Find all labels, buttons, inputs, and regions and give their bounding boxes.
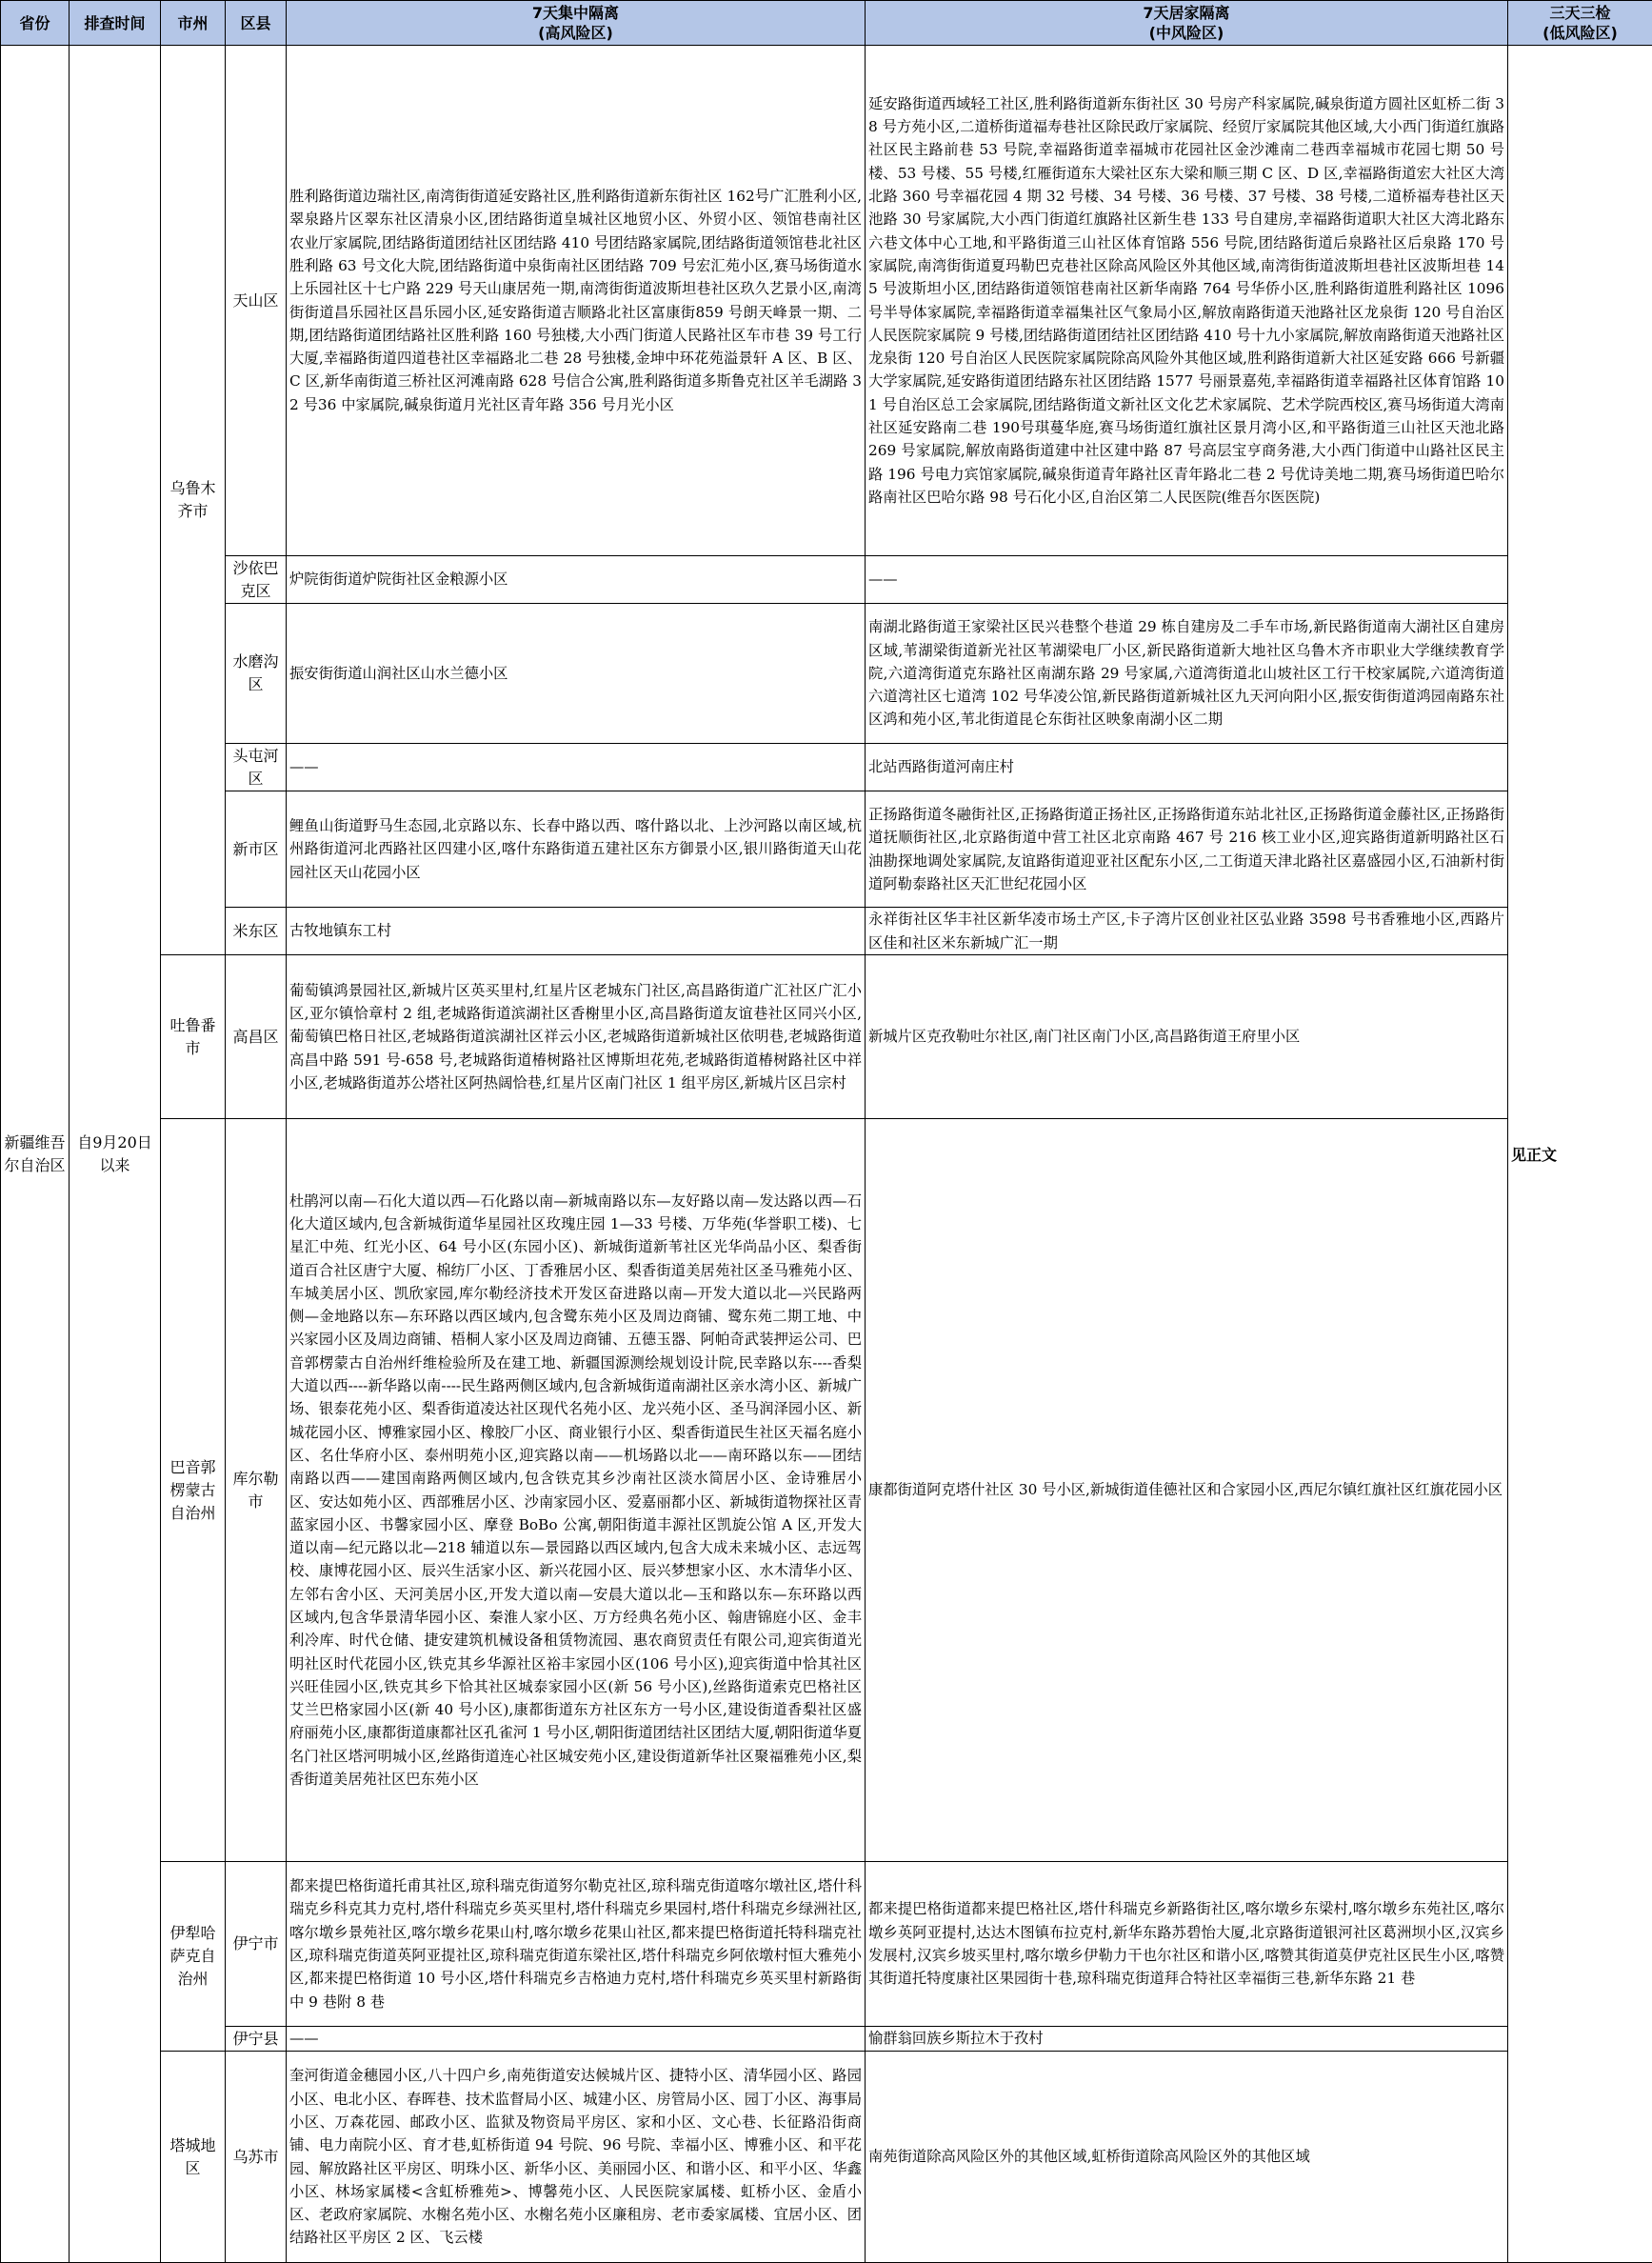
- header-high-risk-line2: (高风险区): [289, 23, 863, 43]
- header-province: 省份: [1, 1, 70, 46]
- district-cell: 沙依巴克区: [226, 556, 287, 604]
- table-row: [1, 604, 1652, 744]
- mid-risk-cell: 延安路街道西域轻工社区,胜利路街道新东街社区 30 号房产科家属院,碱泉街道方圆社区虹桥二街 38 号方苑小区,二道桥街道福寿巷社区除民政厅家属院、经贸厅家属院其他区域,大小西门街道红旗路社区民主路前巷 53 号院,幸福路街道幸福城市花园社区金沙滩南二巷西幸福城市花园七期 50 号楼、53 号楼、55 号楼,红雁街道东大梁社区东大梁和顺三期 C 区、D 区,幸福路街道宏大社区大湾北路 360 号幸福花园 4 期 32 号楼、34 号楼、36 号楼、37 号楼、38 号楼,二道桥福寿巷社区天池路 30 号家属院,大小西门街道红旗路社区新生巷 133 号自建房,幸福路街道职大社区大湾北路东六巷文体中心工地,和平路街道三山社区体育馆路 556 号院,团结路街道后泉路社区后泉路 170 号家属院,南湾街街道夏玛勒巴克巷社区除高风险区外其他区域,南湾街街道波斯坦巷社区波斯坦巷 145 号波斯坦小区,团结路街道领馆巷南社区新华南路 764 号华侨小区,胜利路街道胜利路社区 1096 号半导体家属院,幸福路街道幸福集社区气象局小区,解放南路街道天池路社区龙泉街 120 号自治区人民医院家属院 9 号楼,团结路街道团结社区团结路 410 号十九小家属院,解放南路街道天池路社区龙泉街 120 号自治区人民医院家属院除高风险外其他区域,胜利路街道新大社区延安路 666 号新疆大学家属院,延安路街道团结路东社区团结路 1577 号丽景嘉苑,幸福路街道幸福路社区体育馆路 101 号自治区总工会家属院,团结路街道文新社区文化艺术家属院、艺术学院西校区,赛马场街道大湾南社区延安路南二巷 190号琪蔓华庭,赛马场街道红旗社区景月湾小区,和平路街道三山社区天池北路 269 号家属院,解放南路街道建中社区建中路 87 号高层宝亨商务港,大小西门街道中山路社区民主路 196 号电力宾馆家属院,碱泉街道青年路社区青年路北二巷 2 号优诗美地二期,赛马场街道巴哈尔路南社区巴哈尔路 98 号石化小区,自治区第二人民医院(维吾尔医医院): [866, 46, 1508, 556]
- district-cell: 伊宁县: [226, 2027, 287, 2052]
- high-risk-cell: 炉院街街道炉院街社区金粮源小区: [287, 556, 866, 604]
- header-time: 排查时间: [70, 1, 161, 46]
- district-cell: 米东区: [226, 908, 287, 955]
- table-row: [1, 1119, 1652, 1862]
- mid-risk-cell: 正扬路街道冬融街社区,正扬路街道正扬社区,正扬路街道东站北社区,正扬路街道金藤社区,正扬路街道抚顺街社区,北京路街道中营工社区北京南路 467 号 216 核工业小区,迎宾路街道新明路社区石油勘探地调处家属院,友谊路街道迎亚社区配东小区,二工街道天津北路社区嘉盛园小区,石油新村街道阿勒泰路社区天汇世纪花园小区: [866, 791, 1508, 908]
- mid-risk-cell: 愉群翁回族乡斯拉木于孜村: [866, 2027, 1508, 2052]
- mid-risk-cell: 永祥街社区华丰社区新华凌市场土产区,卡子湾片区创业社区弘业路 3598 号书香雅地小区,西路片区佳和社区米东新城广汇一期: [866, 908, 1508, 955]
- city-cell: 吐鲁番市: [161, 955, 226, 1119]
- district-cell: 天山区: [226, 46, 287, 556]
- district-cell: 头屯河区: [226, 744, 287, 791]
- header-mid-risk-line1: 7天居家隔离: [867, 3, 1505, 23]
- header-district: 区县: [226, 1, 287, 46]
- mid-risk-cell: 康都街道阿克塔什社区 30 号小区,新城街道佳德社区和合家园小区,西尼尔镇红旗社区红旗花园小区: [866, 1119, 1508, 1862]
- time-cell: 自9月20日以来: [70, 46, 161, 2263]
- header-mid-risk: [866, 1, 1508, 46]
- high-risk-cell: 振安街街道山润社区山水兰德小区: [287, 604, 866, 744]
- mid-risk-cell: 新城片区克孜勒吐尔社区,南门社区南门小区,高昌路街道王府里小区: [866, 955, 1508, 1119]
- district-cell: 伊宁市: [226, 1862, 287, 2027]
- table-row: [1, 908, 1652, 955]
- city-cell: 塔城地区: [161, 2052, 226, 2263]
- header-high-risk: [287, 1, 866, 46]
- table-row: [1, 556, 1652, 604]
- table-row: [1, 955, 1652, 1119]
- low-risk-cell: 见正文: [1508, 46, 1652, 2263]
- district-cell: 库尔勒市: [226, 1119, 287, 1862]
- table-row: [1, 2027, 1652, 2052]
- high-risk-cell: 杜鹃河以南—石化大道以西—石化路以南—新城南路以东—友好路以南—发达路以西—石化大道区域内,包含新城街道华星园社区玫瑰庄园 1—33 号楼、万华苑(华誉职工楼)、七星汇中苑、红光小区、64 号小区(东园小区)、新城街道新苇社区光华尚品小区、梨香街道百合社区唐宁大厦、棉纺厂小区、丁香雅居小区、梨香街道美居苑社区圣马雅苑小区、车城美居小区、凯欣家园,库尔勒经济技术开发区奋进路以南—开发大道以北—兴民路两侧—金地路以东—东环路以西区域内,包含鹭东苑小区及周边商铺、鹭东苑二期工地、中兴家园小区及周边商铺、梧桐人家小区及周边商铺、五德玉器、阿帕奇武装押运公司、巴音郭楞蒙古自治州纤维检验所及在建工地、新疆国源测绘规划设计院,民幸路以东----香梨大道以西----新华路以南----民生路两侧区域内,包含新城街道南湖社区亲水湾小区、新城广场、银泰花苑小区、梨香街道凌达社区现代名苑小区、龙兴苑小区、圣马润泽园小区、新城花园小区、博雅家园小区、橡胶厂小区、商业银行小区、梨香街道民生社区天福名庭小区、名仕华府小区、泰州明苑小区,迎宾路以南——机场路以北——南环路以东——团结南路以西——建国南路两侧区域内,包含铁克其乡沙南社区淡水简居小区、金诗雅居小区、安达如苑小区、西部雅居小区、沙南家园小区、爱嘉丽都小区、新城街道物探社区青蓝家园小区、书馨家园小区、摩登 BoBo 公寓,朝阳街道丰源社区凯旋公馆 A 区,开发大道以南—纪元路以北—218 辅道以东—景园路以西区域内,包含大成未来城小区、志远驾校、康博花园小区、辰兴生活家小区、新兴花园小区、辰兴梦想家小区、水木清华小区、左邻右舍小区、天河美居小区,开发大道以南—安晨大道以北—玉和路以东—东环路以西区域内,包含华景清华园小区、秦淮人家小区、万方经典名苑小区、翰唐锦庭小区、金丰利冷库、时代仓储、捷安建筑机械设备租赁物流园、惠农商贸责任有限公司,迎宾街道光明社区时代花园小区,铁克其乡华源社区裕丰家园小区(106 号小区),迎宾街道中恰其社区兴旺佳园小区,铁克其乡下恰其社区城泰家园小区(新 56 号小区),丝路街道索克巴格社区艾兰巴格家园小区(新 40 号小区),康都街道东方社区东方一号小区,建设街道香梨社区盛府丽苑小区,康都街道康都社区孔雀河 1 号小区,朝阳街道团结社区团结大厦,朝阳街道华夏名门社区塔河明城小区,丝路街道连心社区城安苑小区,建设街道新华社区聚福雅苑小区,梨香街道美居苑社区巴东苑小区: [287, 1119, 866, 1862]
- high-risk-cell: ——: [287, 2027, 866, 2052]
- high-risk-cell: 奎河街道金穗园小区,八十四户乡,南苑街道安达候城片区、捷特小区、清华园小区、路园小区、电北小区、春晖巷、技术监督局小区、城建小区、房管局小区、园丁小区、海事局小区、万森花园、邮政小区、监狱及物资局平房区、家和小区、文心巷、长征路沿街商铺、电力南院小区、育才巷,虹桥街道 94 号院、96 号院、幸福小区、博雅小区、和平花园、解放路社区平房区、明珠小区、新华小区、美丽园小区、和谐小区、和平小区、华鑫小区、林场家属楼<含虹桥雅苑>、博馨苑小区、人民医院家属楼、虹桥小区、金盾小区、老政府家属院、水榭名苑小区、水榭名苑小区廉租房、老市委家属楼、宜居小区、团结路社区平房区 2 区、飞云楼: [287, 2052, 866, 2263]
- province-cell: 新疆维吾尔自治区: [1, 46, 70, 2263]
- mid-risk-cell: 南苑街道除高风险区外的其他区域,虹桥街道除高风险区外的其他区域: [866, 2052, 1508, 2263]
- header-low-risk-line2: (低风险区): [1510, 23, 1650, 43]
- high-risk-cell: 鲤鱼山街道野马生态园,北京路以东、长春中路以西、喀什路以北、上沙河路以南区域,杭州路街道河北西路社区四建小区,喀什东路街道五建社区东方御景小区,银川路街道天山花园社区天山花园小区: [287, 791, 866, 908]
- header-city: 市州: [161, 1, 226, 46]
- mid-risk-cell: ——: [866, 556, 1508, 604]
- city-cell: 乌鲁木齐市: [161, 46, 226, 955]
- high-risk-cell: 葡萄镇鸿景园社区,新城片区英买里村,红星片区老城东门社区,高昌路街道广汇社区广汇小区,亚尔镇恰章村 2 组,老城路街道滨湖社区香榭里小区,高昌路街道友谊巷社区同兴小区,葡萄镇巴格日社区,老城路街道滨湖社区祥云小区,老城路街道新城社区依明巷,老城路街道高昌中路 591 号-658 号,老城路街道椿树路社区博斯坦花苑,老城路街道椿树路社区中祥小区,老城路街道苏公塔社区阿热阔恰巷,红星片区南门社区 1 组平房区,新城片区吕宗村: [287, 955, 866, 1119]
- table-row: [1, 1862, 1652, 2027]
- table-row: [1, 791, 1652, 908]
- header-mid-risk-line2: (中风险区): [867, 23, 1505, 43]
- header-row: [1, 1, 1652, 46]
- mid-risk-cell: 北站西路街道河南庄村: [866, 744, 1508, 791]
- header-high-risk-line1: 7天集中隔离: [289, 3, 863, 23]
- mid-risk-cell: 南湖北路街道王家梁社区民兴巷整个巷道 29 栋自建房及二手车市场,新民路街道南大湖社区自建房区域,苇湖梁街道新光社区苇湖梁电厂小区,新民路街道新大地社区乌鲁木齐市职业大学继续教育学院,六道湾街道克东路社区南湖东路 29 号家属,六道湾街道北山坡社区工行干校家属院,六道湾街道六道湾社区七道湾 102 号华凌公馆,新民路街道新城社区九天河向阳小区,振安街街道鸿园南路东社区鸿和苑小区,苇北街道昆仑东街社区映象南湖小区二期: [866, 604, 1508, 744]
- district-cell: 乌苏市: [226, 2052, 287, 2263]
- header-low-risk-line1: 三天三检: [1510, 3, 1650, 23]
- header-low-risk: [1508, 1, 1652, 46]
- high-risk-cell: 胜利路街道边瑞社区,南湾街街道延安路社区,胜利路街道新东街社区 162号广汇胜利小区,翠泉路片区翠东社区清泉小区,团结路街道皇城社区地贸小区、外贸小区、领馆巷南社区农业厅家属院,团结路街道团结社区团结路 410 号团结路家属院,团结路街道领馆巷北社区胜利路 63 号文化大院,团结路街道中泉街南社区团结路 709 号宏汇苑小区,赛马场街道水上乐园社区十七户路 229 号天山康居苑一期,南湾街街道波斯坦巷社区玖久艺景小区,南湾街街道昌乐园社区昌乐园小区,延安路街道吉顺路北社区富康街859 号朗天峰景一期、二期,团结路街道团结路社区胜利路 160 号独楼,大小西门街道人民路社区车市巷 39 号工行大厦,幸福路街道四道巷社区幸福路北二巷 28 号独楼,金坤中环花苑溢景轩 A 区、B 区、C 区,新华南街道三桥社区河滩南路 628 号信合公寓,胜利路街道多斯鲁克社区羊毛湖路 32 号36 中家属院,碱泉街道月光社区青年路 356 号月光小区: [287, 46, 866, 556]
- city-cell: 伊犁哈萨克自治州: [161, 1862, 226, 2052]
- city-cell: 巴音郭楞蒙古自治州: [161, 1119, 226, 1862]
- district-cell: 新市区: [226, 791, 287, 908]
- mid-risk-cell: 都来提巴格街道都来提巴格社区,塔什科瑞克乡新路街社区,喀尔墩乡东梁村,喀尔墩乡东苑社区,喀尔墩乡英阿亚提村,达达木图镇布拉克村,新华东路苏碧怡大厦,北京路街道银河社区葛洲坝小区,汉宾乡发展村,汉宾乡坡买里村,喀尔墩乡伊勒力干也尔社区和谐小区,喀赞其街道莫伊克社区民生小区,喀赞其街道托特度康社区果园街十巷,琼科瑞克街道拜合特社区幸福街三巷,新华东路 21 巷: [866, 1862, 1508, 2027]
- table-row: [1, 46, 1652, 556]
- table-row: [1, 744, 1652, 791]
- district-cell: 水磨沟区: [226, 604, 287, 744]
- district-cell: 高昌区: [226, 955, 287, 1119]
- table-row: [1, 2052, 1652, 2263]
- high-risk-cell: 古牧地镇东工村: [287, 908, 866, 955]
- high-risk-cell: ——: [287, 744, 866, 791]
- high-risk-cell: 都来提巴格街道托甫其社区,琼科瑞克街道努尔勒克社区,琼科瑞克街道喀尔墩社区,塔什科瑞克乡科克其力克村,塔什科瑞克乡英买里村,塔什科瑞克乡果园村,塔什科瑞克乡绿洲社区,喀尔墩乡景苑社区,喀尔墩乡花果山村,喀尔墩乡花果山社区,都来提巴格街道托特科瑞克社区,琼科瑞克街道英阿亚提社区,琼科瑞克街道东梁社区,塔什科瑞克乡阿依墩村恒大雅苑小区,都来提巴格街道 10 号小区,塔什科瑞克乡吉格迪力克村,塔什科瑞克乡英买里村新路街中 9 巷附 8 巷: [287, 1862, 866, 2027]
